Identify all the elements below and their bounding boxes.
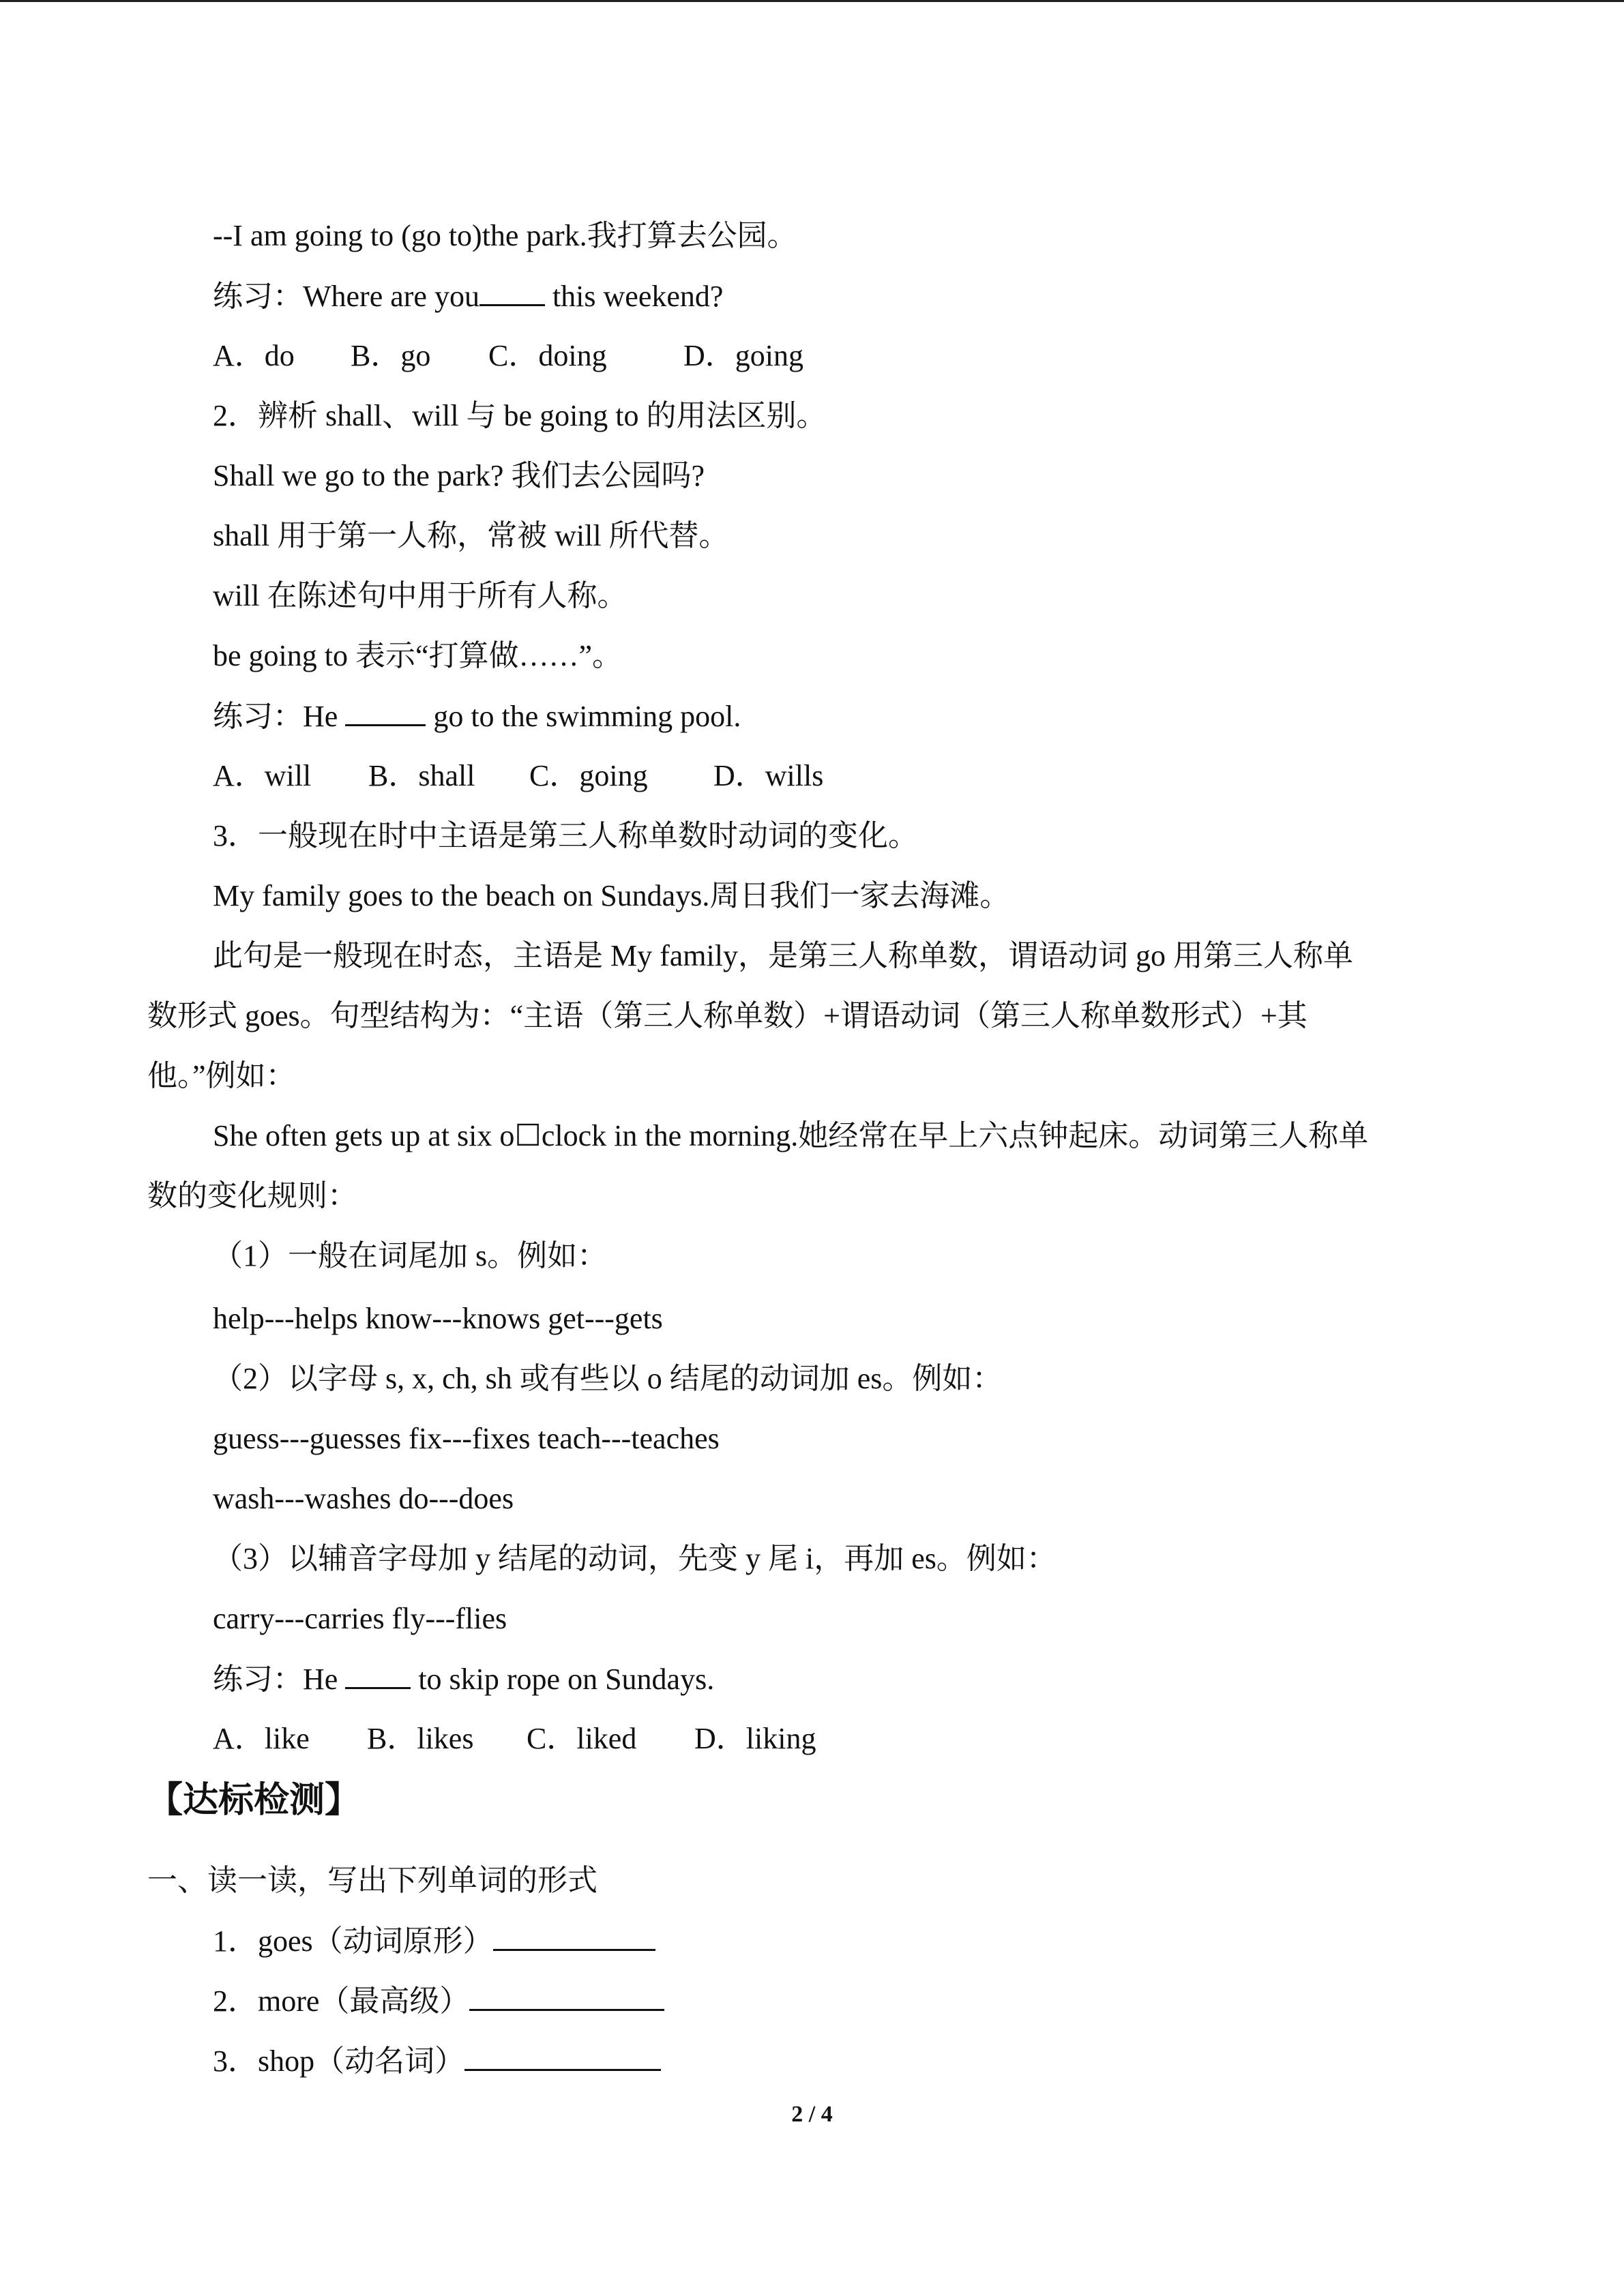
paragraph-line: She often gets up at six o☐clock in the morning.她经常在早上六点钟起床。动词第三人称单 <box>213 1119 1369 1152</box>
answer-blank <box>469 1982 664 2011</box>
exercise-item <box>213 1922 655 1960</box>
example-sentence: My family goes to the beach on Sundays.周日我们一家去海滩。 <box>213 879 1010 912</box>
paragraph-line: 数的变化规则： <box>147 1179 357 1212</box>
explanation-line: will 在陈述句中用于所有人称。 <box>213 579 628 612</box>
example-sentence: --I am going to (go to)the park.我打算去公园。 <box>213 219 797 252</box>
top-border <box>0 0 1624 2</box>
option: C．doing <box>488 339 607 372</box>
option: B．shall <box>368 759 475 792</box>
practice-question <box>213 697 741 736</box>
paragraph-line: 此句是一般现在时态，主语是 My family，是第三人称单数，谓语动词 go 用第三人称单 <box>213 939 1353 972</box>
option: B．likes <box>367 1722 474 1755</box>
option: A．like <box>213 1722 310 1755</box>
rule-example: guess---guesses fix---fixes teach---teaches <box>213 1422 720 1455</box>
page-number: 2 / 4 <box>791 2102 833 2127</box>
exercise-item <box>213 2042 661 2081</box>
rule-example: wash---washes do---does <box>213 1482 514 1515</box>
option: D．wills <box>713 759 824 792</box>
options-row <box>213 757 823 795</box>
paragraph-line: 数形式 goes。句型结构为：“主语（第三人称单数）+谓语动词（第三人称单数形式）+其 <box>147 999 1308 1032</box>
practice-question <box>213 1660 714 1699</box>
practice-text: 练习：He <box>213 1663 346 1696</box>
answer-blank <box>479 277 545 306</box>
rule-heading: （2）以字母 s, x, ch, sh 或有些以 o 结尾的动词加 es。例如： <box>213 1362 1003 1395</box>
answer-blank <box>464 2042 661 2071</box>
rule-heading: （3）以辅音字母加 y 结尾的动词，先变 y 尾 i，再加 es。例如： <box>213 1542 1057 1575</box>
paragraph-line: 他。”例如： <box>147 1059 296 1092</box>
option: B．go <box>351 339 431 372</box>
rule-example: help---helps know---knows get---gets <box>213 1302 663 1335</box>
answer-blank <box>345 697 426 726</box>
point-heading: 3．一般现在时中主语是第三人称单数时动词的变化。 <box>213 819 918 852</box>
exercise-item-text: 3．shop（动名词） <box>213 2044 465 2078</box>
option: D．liking <box>694 1722 816 1755</box>
option: D．going <box>683 339 803 372</box>
practice-text: this weekend? <box>544 280 724 313</box>
option: A．will <box>213 759 312 792</box>
options-row <box>213 337 803 375</box>
explanation-line: shall 用于第一人称，常被 will 所代替。 <box>213 519 729 552</box>
exercise-item-text: 2．more（最高级） <box>213 1984 470 2018</box>
practice-text: to skip rope on Sundays. <box>411 1663 715 1696</box>
exercise-title: 一、读一读，写出下列单词的形式 <box>147 1864 597 1897</box>
practice-text: 练习：Where are you <box>213 280 479 313</box>
practice-question <box>213 277 723 316</box>
rule-heading: （1）一般在词尾加 s。例如： <box>213 1239 608 1272</box>
options-row <box>213 1720 816 1758</box>
option: C．liked <box>527 1722 637 1755</box>
explanation-line: be going to 表示“打算做……”。 <box>213 639 623 672</box>
option: C．going <box>529 759 648 792</box>
exercise-item <box>213 1982 664 2021</box>
answer-blank <box>345 1660 411 1689</box>
point-heading: 2．辨析 shall、will 与 be going to 的用法区别。 <box>213 399 827 432</box>
practice-text: 练习：He <box>213 700 346 733</box>
practice-text: go to the swimming pool. <box>426 700 741 733</box>
example-sentence: Shall we go to the park? 我们去公园吗? <box>213 459 705 492</box>
section-heading: 【达标检测】 <box>147 1780 361 1821</box>
answer-blank <box>493 1922 655 1951</box>
rule-example: carry---carries fly---flies <box>213 1602 507 1635</box>
exercise-item-text: 1．goes（动词原形） <box>213 1924 493 1958</box>
option: A．do <box>213 339 295 372</box>
